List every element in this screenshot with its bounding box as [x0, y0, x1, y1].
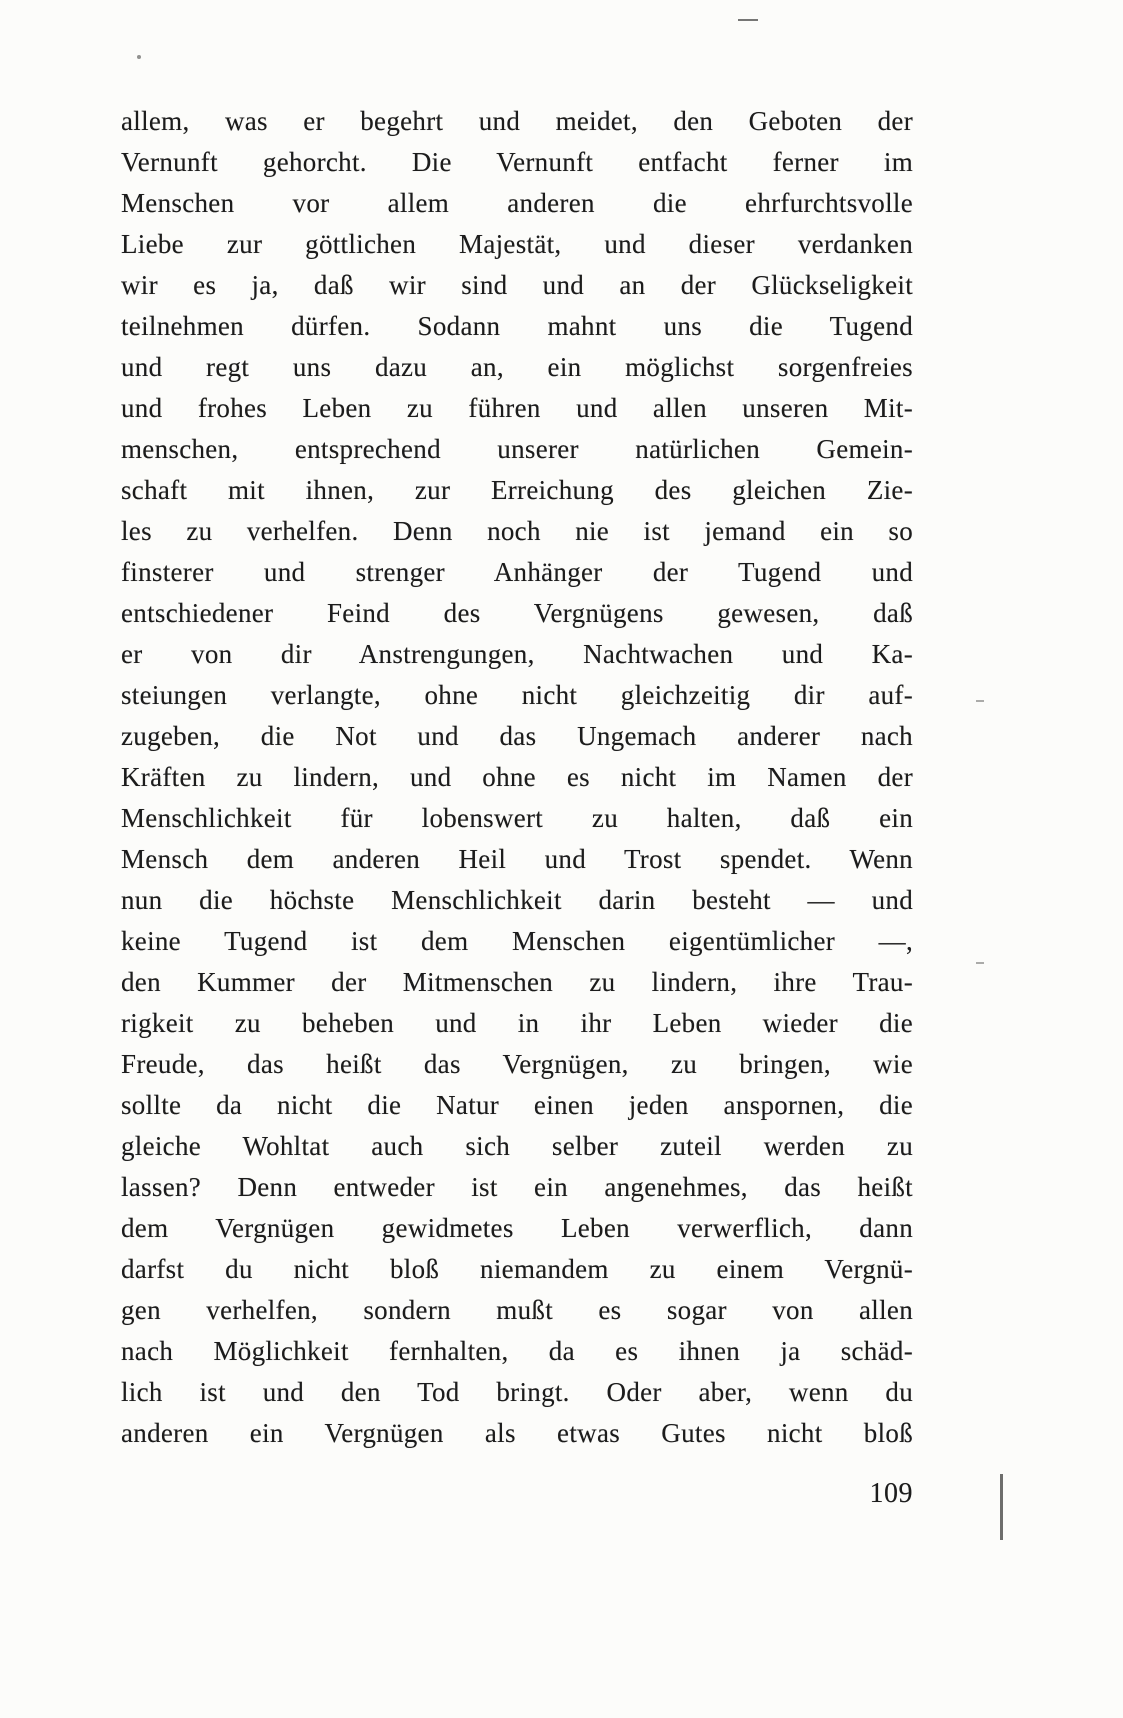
scan-artifact-edge-line — [1000, 1474, 1003, 1540]
text-line: nach Möglichkeit fernhalten, da es ihnen ja schäd- — [121, 1336, 913, 1366]
text-line: zugeben, die Not und das Ungemach anderer nach — [121, 721, 913, 751]
text-line: dem Vergnügen gewidmetes Leben verwerflich, dann — [121, 1213, 913, 1243]
text-line: und frohes Leben zu führen und allen unseren Mit- — [121, 393, 913, 423]
body-text — [121, 101, 913, 1454]
text-line: Kräften zu lindern, und ohne es nicht im Namen der — [121, 762, 913, 792]
text-line: Menschlichkeit für lobenswert zu halten, daß ein — [121, 803, 913, 833]
text-line: nun die höchste Menschlichkeit darin besteht — und — [121, 885, 913, 915]
text-line: lich ist und den Tod bringt. Oder aber, wenn du — [121, 1377, 913, 1407]
scan-artifact-speck — [137, 55, 141, 59]
text-line: sollte da nicht die Natur einen jeden anspornen, die — [121, 1090, 913, 1120]
text-line: Mensch dem anderen Heil und Trost spendet. Wenn — [121, 844, 913, 874]
text-line: menschen, entsprechend unserer natürlichen Gemein- — [121, 434, 913, 464]
text-line: rigkeit zu beheben und in ihr Leben wieder die — [121, 1008, 913, 1038]
text-line: Freude, das heißt das Vergnügen, zu bringen, wie — [121, 1049, 913, 1079]
text-line: und regt uns dazu an, ein möglichst sorgenfreies — [121, 352, 913, 382]
text-line: teilnehmen dürfen. Sodann mahnt uns die Tugend — [121, 311, 913, 341]
text-line: keine Tugend ist dem Menschen eigentümlicher —, — [121, 926, 913, 956]
text-line: wir es ja, daß wir sind und an der Glückseligkeit — [121, 270, 913, 300]
text-line: entschiedener Feind des Vergnügens gewesen, daß — [121, 598, 913, 628]
scan-artifact-margin-mark-2 — [976, 962, 984, 964]
text-line: gleiche Wohltat auch sich selber zuteil werden zu — [121, 1131, 913, 1161]
text-line: steiungen verlangte, ohne nicht gleichzeitig dir auf- — [121, 680, 913, 710]
text-line: er von dir Anstrengungen, Nachtwachen und Ka- — [121, 639, 913, 669]
text-line: schaft mit ihnen, zur Erreichung des gleichen Zie- — [121, 475, 913, 505]
text-line: den Kummer der Mitmenschen zu lindern, ihre Trau- — [121, 967, 913, 997]
text-line: finsterer und strenger Anhänger der Tugend und — [121, 557, 913, 587]
scan-artifact-margin-mark-1 — [976, 700, 984, 702]
text-line: anderen ein Vergnügen als etwas Gutes nicht bloß — [121, 1418, 913, 1448]
text-line: Menschen vor allem anderen die ehrfurchtsvolle — [121, 188, 913, 218]
text-line: lassen? Denn entweder ist ein angenehmes, das heißt — [121, 1172, 913, 1202]
text-line: gen verhelfen, sondern mußt es sogar von allen — [121, 1295, 913, 1325]
page-number: 109 — [869, 1478, 913, 1509]
text-line: Liebe zur göttlichen Majestät, und dieser verdanken — [121, 229, 913, 259]
text-line: darfst du nicht bloß niemandem zu einem Vergnü- — [121, 1254, 913, 1284]
text-line: Vernunft gehorcht. Die Vernunft entfacht ferner im — [121, 147, 913, 177]
text-line: les zu verhelfen. Denn noch nie ist jemand ein so — [121, 516, 913, 546]
scan-artifact-top-dash — [738, 19, 758, 21]
text-line: allem, was er begehrt und meidet, den Geboten der — [121, 106, 913, 136]
